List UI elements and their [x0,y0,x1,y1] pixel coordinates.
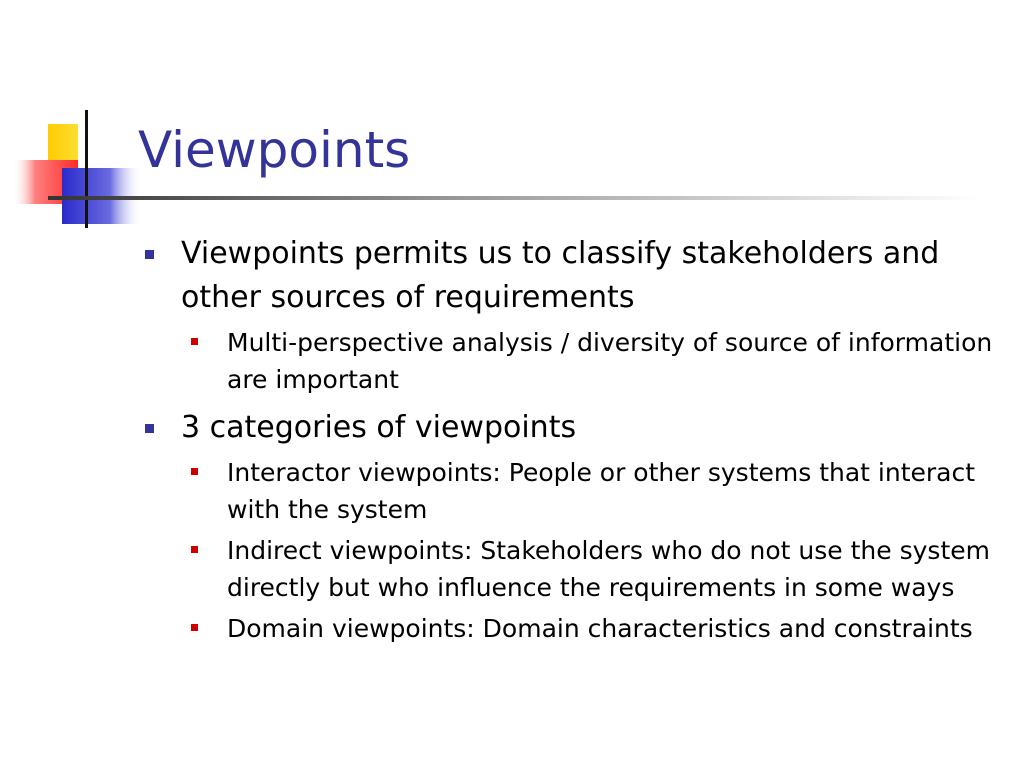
sub-bullet-item [191,532,1005,606]
sub-bullet-text: Indirect viewpoints: Stakeholders who do not use the system directly but who influence the requirements in some ways [227,536,990,602]
square-bullet-icon [145,424,154,433]
sub-bullet-list [181,324,1005,398]
sub-bullet-text: Domain viewpoints: Domain characteristics and constraints [227,614,973,643]
square-bullet-icon [145,250,154,259]
sub-bullet-text: Interactor viewpoints: People or other systems that interact with the system [227,458,976,524]
bullet-item [145,232,1005,398]
slide-title: Viewpoints [138,121,411,179]
sub-bullet-item [191,610,1005,647]
title-underline [48,196,978,200]
bullet-item [145,406,1005,647]
sub-bullet-item [191,454,1005,528]
logo-vertical-line [85,110,88,228]
bullet-text: Viewpoints permits us to classify stakeholders and other sources of requirements [181,236,940,315]
square-bullet-icon [191,546,198,553]
square-bullet-icon [191,624,198,631]
bullet-list [145,232,1005,655]
sub-bullet-list [181,454,1005,647]
square-bullet-icon [191,468,198,475]
sub-bullet-item [191,324,1005,398]
decorative-logo [0,0,150,240]
bullet-text: 3 categories of viewpoints [181,410,577,445]
sub-bullet-text: Multi-perspective analysis / diversity of source of information are important [227,328,993,394]
square-bullet-icon [191,338,198,345]
